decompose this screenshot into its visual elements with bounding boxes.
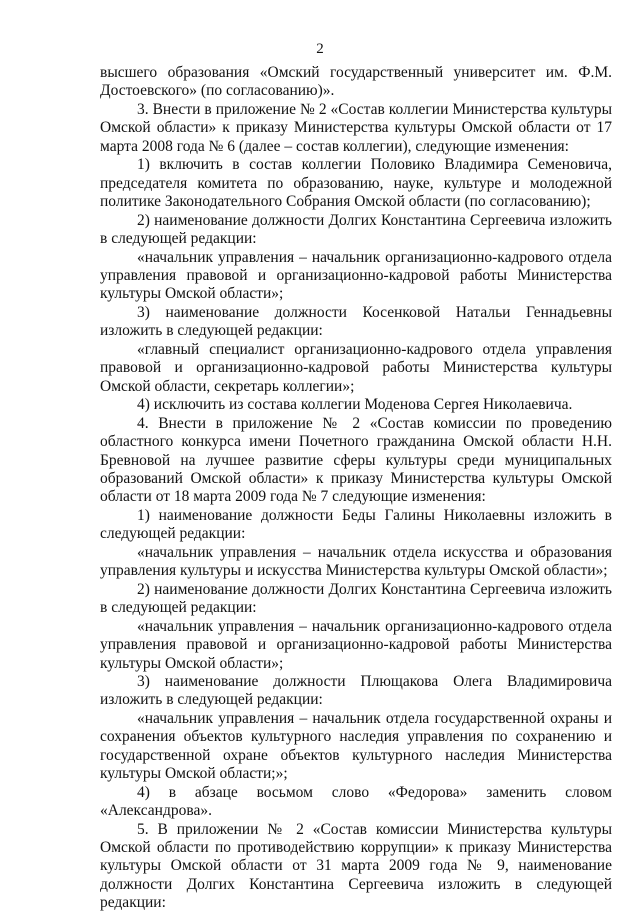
paragraph: 3. Внести в приложение № 2 «Состав коллегии Министерства культуры Омской области» к приказу Министерства культуры Омской области от 17 марта 2008 года № 6 (далее – состав коллегии), следующие изменения: <box>100 100 612 155</box>
paragraph: «начальник управления – начальник организационно-кадрового отдела управления правовой и организационно-кадровой работы Министерства культуры Омской области»; <box>100 248 612 303</box>
paragraph: «главный специалист организационно-кадрового отдела управления правовой и организационно-кадровой работы Министерства культуры Омской области, секретарь коллегии»; <box>100 340 612 395</box>
paragraph: 3) наименование должности Плющакова Олега Владимировича изложить в следующей редакции: <box>100 672 612 709</box>
paragraph: 4. Внести в приложение № 2 «Состав комиссии по проведению областного конкурса имени Почетного гражданина Омской области Н.Н. Бревновой на лучшее развитие сферы культуры среди муниципальных образований Омской области» к приказу Министерства культуры Омской области от 18 марта 2009 года № 7 следующие изменения: <box>100 414 612 506</box>
paragraph: 3) наименование должности Косенковой Натальи Геннадьевны изложить в следующей редакции: <box>100 303 612 340</box>
paragraph: 1) наименование должности Беды Галины Николаевны изложить в следующей редакции: <box>100 506 612 543</box>
paragraph: 4) исключить из состава коллегии Моденова Сергея Николаевича. <box>137 396 573 414</box>
paragraph: 1) включить в состав коллегии Половико Владимира Семеновича, председателя комитета по образованию, науке, культуре и молодежной политике Законодательного Собрания Омской области (по согласованию); <box>100 156 612 211</box>
paragraph: 4) в абзаце восьмом слово «Федорова» заменить словом «Александрова». <box>100 783 612 820</box>
paragraph: 2) наименование должности Долгих Константина Сергеевича изложить в следующей редакции: <box>100 580 612 617</box>
page-number: 2 <box>316 41 324 57</box>
paragraph: «начальник управления – начальник отдела искусства и образования управления культуры и искусства Министерства культуры Омской области»; <box>100 543 612 580</box>
paragraph: 2) наименование должности Долгих Константина Сергеевича изложить в следующей редакции: <box>100 211 612 248</box>
document-body <box>100 64 612 913</box>
paragraph: «начальник управления – начальник организационно-кадрового отдела управления правовой и организационно-кадровой работы Министерства культуры Омской области»; <box>100 617 612 672</box>
paragraph: «начальник управления – начальник отдела государственной охраны и сохранения объектов культурного наследия управления по сохранению и государственной охране объектов культурного наследия Министерства культуры Омской области;»; <box>100 709 612 783</box>
paragraph: высшего образования «Омский государственный университет им. Ф.М. Достоевского» (по согласованию)». <box>100 64 612 100</box>
paragraph: 5. В приложении № 2 «Состав комиссии Министерства культуры Омской области по противодействию коррупции» к приказу Министерства культуры Омской области от 31 марта 2009 года № 9, наименование должности Долгих Константина Сергеевича изложить в следующей редакции: <box>100 820 612 912</box>
